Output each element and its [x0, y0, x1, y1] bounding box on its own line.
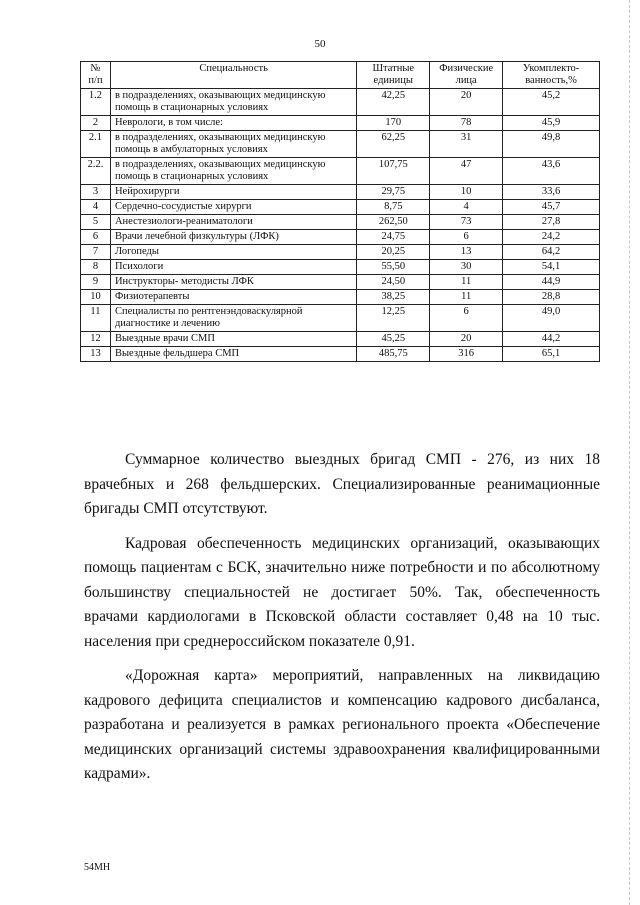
staffing-percent-cell: 44,9 [503, 275, 600, 290]
paragraph-roadmap: «Дорожная карта» мероприятий, направленных на ликвидацию кадрового дефицита специалистов и компенсацию кадрового дисбаланса, разработана и реализуется в рамках регионального проекта «Обеспечение медицинских организаций системы здравоохранения квалифицированными кадрами». [84, 667, 600, 782]
physical-persons-cell: 11 [430, 290, 503, 305]
specialty-cell: Нейрохирурги [110, 185, 356, 200]
staffing-percent-cell: 44,2 [503, 332, 600, 347]
row-number-cell: 9 [81, 275, 111, 290]
header-staffing-percent: Укомплекто-ванность,% [503, 62, 600, 89]
table-row [81, 89, 600, 116]
physical-persons-cell: 30 [430, 260, 503, 275]
table-row [81, 305, 600, 332]
physical-persons-cell: 6 [430, 230, 503, 245]
staff-units-cell: 20,25 [357, 245, 430, 260]
row-number-cell: 5 [81, 215, 111, 230]
table-row [81, 131, 600, 158]
header-specialty: Специальность [110, 62, 356, 89]
staff-units-cell: 24,50 [357, 275, 430, 290]
table-row [81, 116, 600, 131]
table-body [81, 89, 600, 362]
row-number-cell: 10 [81, 290, 111, 305]
staff-units-cell: 24,75 [357, 230, 430, 245]
row-number-cell: 13 [81, 347, 111, 362]
row-number-cell: 2.2. [81, 158, 111, 185]
row-number-cell: 2 [81, 116, 111, 131]
table-row [81, 215, 600, 230]
staff-units-cell: 170 [357, 116, 430, 131]
staffing-percent-cell: 65,1 [503, 347, 600, 362]
staff-units-cell: 29,75 [357, 185, 430, 200]
physical-persons-cell: 20 [430, 332, 503, 347]
specialty-cell: Сердечно-сосудистые хирурги [110, 200, 356, 215]
physical-persons-cell: 11 [430, 275, 503, 290]
table-row [81, 290, 600, 305]
staffing-percent-cell: 43,6 [503, 158, 600, 185]
specialty-cell: Логопеды [110, 245, 356, 260]
physical-persons-cell: 13 [430, 245, 503, 260]
row-number-cell: 11 [81, 305, 111, 332]
row-number-cell: 12 [81, 332, 111, 347]
staff-units-cell: 12,25 [357, 305, 430, 332]
row-number-cell: 6 [81, 230, 111, 245]
specialty-cell: Врачи лечебной физкультуры (ЛФК) [110, 230, 356, 245]
row-number-cell: 4 [81, 200, 111, 215]
table-row [81, 347, 600, 362]
staffing-percent-cell: 28,8 [503, 290, 600, 305]
specialty-cell: Специалисты по рентгенэндоваскулярной диагностике и лечению [110, 305, 356, 332]
staff-units-cell: 62,25 [357, 131, 430, 158]
header-number: № п/п [81, 62, 111, 89]
staffing-percent-cell: 49,0 [503, 305, 600, 332]
specialty-cell: Неврологи, в том числе: [110, 116, 356, 131]
staff-units-cell: 45,25 [357, 332, 430, 347]
specialty-cell: Инструкторы- методисты ЛФК [110, 275, 356, 290]
table-row [81, 200, 600, 215]
paragraph-staffing: Кадровая обеспеченность медицинских организаций, оказывающих помощь пациентам с БСК, значительно ниже потребности и по абсолютному большинству специальностей не достигает 50%. Так, обеспеченность врачами кардиологами в Псковской области составляет 0,48 на 10 тыс. населения при среднероссийском показателе 0,91. [84, 534, 600, 650]
row-number-cell: 1.2 [81, 89, 111, 116]
specialty-cell: в подразделениях, оказывающих медицинскую помощь в стационарных условиях [110, 89, 356, 116]
staff-units-cell: 262,50 [357, 215, 430, 230]
header-physical-persons: Физические лица [430, 62, 503, 89]
row-number-cell: 7 [81, 245, 111, 260]
table-row [81, 230, 600, 245]
row-number-cell: 3 [81, 185, 111, 200]
table-row [81, 158, 600, 185]
physical-persons-cell: 20 [430, 89, 503, 116]
staff-units-cell: 485,75 [357, 347, 430, 362]
body-text [84, 448, 600, 797]
specialty-cell: Анестезиологи-реаниматологи [110, 215, 356, 230]
staff-units-cell: 8,75 [357, 200, 430, 215]
physical-persons-cell: 31 [430, 131, 503, 158]
physical-persons-cell: 6 [430, 305, 503, 332]
physical-persons-cell: 47 [430, 158, 503, 185]
table-row [81, 332, 600, 347]
staffing-percent-cell: 45,9 [503, 116, 600, 131]
physical-persons-cell: 73 [430, 215, 503, 230]
staffing-percent-cell: 24,2 [503, 230, 600, 245]
header-staff-units: Штатные единицы [357, 62, 430, 89]
staffing-percent-cell: 45,2 [503, 89, 600, 116]
staffing-percent-cell: 27,8 [503, 215, 600, 230]
physical-persons-cell: 4 [430, 200, 503, 215]
table-row [81, 260, 600, 275]
specialty-cell: в подразделениях, оказывающих медицинскую помощь в амбулаторных условиях [110, 131, 356, 158]
physical-persons-cell: 316 [430, 347, 503, 362]
staffing-table [80, 61, 600, 362]
table-row [81, 245, 600, 260]
table-row [81, 185, 600, 200]
specialty-cell: Выездные врачи СМП [110, 332, 356, 347]
physical-persons-cell: 78 [430, 116, 503, 131]
row-number-cell: 2.1 [81, 131, 111, 158]
specialty-cell: в подразделениях, оказывающих медицинскую помощь в стационарных условиях [110, 158, 356, 185]
footer-code: 54МН [84, 862, 111, 873]
physical-persons-cell: 10 [430, 185, 503, 200]
staff-units-cell: 42,25 [357, 89, 430, 116]
staffing-percent-cell: 45,7 [503, 200, 600, 215]
staff-units-cell: 38,25 [357, 290, 430, 305]
specialty-cell: Психологи [110, 260, 356, 275]
staff-units-cell: 107,75 [357, 158, 430, 185]
specialty-cell: Физиотерапевты [110, 290, 356, 305]
staffing-percent-cell: 54,1 [503, 260, 600, 275]
page-edge-line [629, 0, 630, 905]
row-number-cell: 8 [81, 260, 111, 275]
table-row [81, 275, 600, 290]
staffing-percent-cell: 49,8 [503, 131, 600, 158]
table-header-row [81, 62, 600, 89]
staffing-percent-cell: 33,6 [503, 185, 600, 200]
page-number: 50 [314, 38, 326, 50]
staff-units-cell: 55,50 [357, 260, 430, 275]
specialty-cell: Выездные фельдшера СМП [110, 347, 356, 362]
staffing-percent-cell: 64,2 [503, 245, 600, 260]
paragraph-brigades: Суммарное количество выездных бригад СМП - 276, из них 18 врачебных и 268 фельдшерских. Специализированные реанимационные бригады СМП отсутствуют. [84, 451, 600, 517]
